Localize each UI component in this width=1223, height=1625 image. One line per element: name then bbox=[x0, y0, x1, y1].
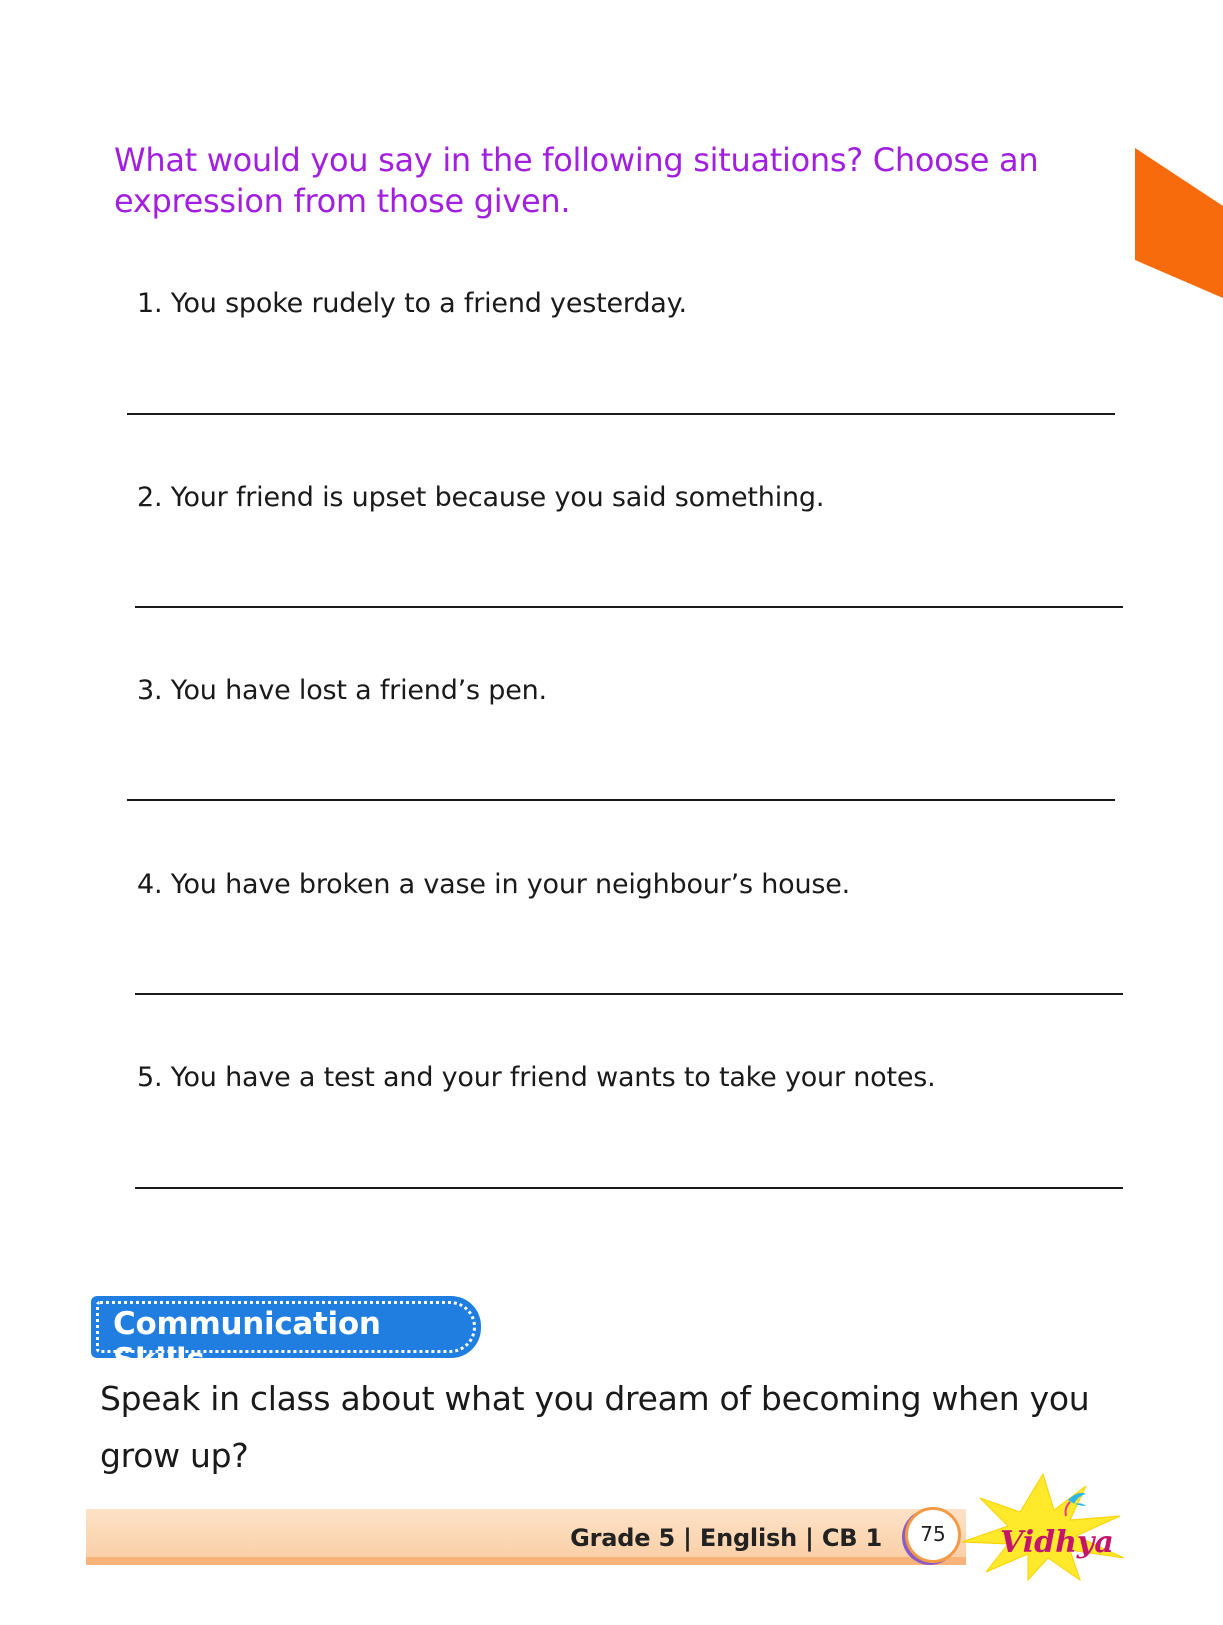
footer-book-info: Grade 5 | English | CB 1 bbox=[570, 1524, 882, 1552]
question-3: 3. You have lost a friend’s pen. bbox=[137, 675, 547, 706]
answer-line-3[interactable] bbox=[127, 799, 1115, 801]
question-5: 5. You have a test and your friend wants to take your notes. bbox=[137, 1062, 936, 1093]
answer-line-5[interactable] bbox=[135, 1187, 1123, 1189]
communication-skills-badge bbox=[91, 1296, 481, 1378]
communication-skills-label: Communication Skills bbox=[113, 1306, 381, 1378]
logo-wordmark: Vidhya bbox=[1000, 1525, 1114, 1560]
question-1: 1. You spoke rudely to a friend yesterday. bbox=[137, 288, 687, 319]
page-number-circle bbox=[905, 1507, 961, 1563]
corner-tab-decoration bbox=[1135, 148, 1223, 298]
speaking-prompt: Speak in class about what you dream of becoming when you grow up? bbox=[100, 1379, 1090, 1475]
answer-line-1[interactable] bbox=[127, 413, 1115, 415]
page-number: 75 bbox=[920, 1522, 946, 1546]
question-2: 2. Your friend is upset because you said something. bbox=[137, 482, 825, 513]
instruction-heading: What would you say in the following situations? Choose an expression from those given. bbox=[114, 141, 1039, 220]
question-4: 4. You have broken a vase in your neighbour’s house. bbox=[137, 869, 851, 900]
vidhya-logo bbox=[958, 1472, 1128, 1582]
answer-line-2[interactable] bbox=[135, 606, 1123, 608]
answer-line-4[interactable] bbox=[135, 993, 1123, 995]
